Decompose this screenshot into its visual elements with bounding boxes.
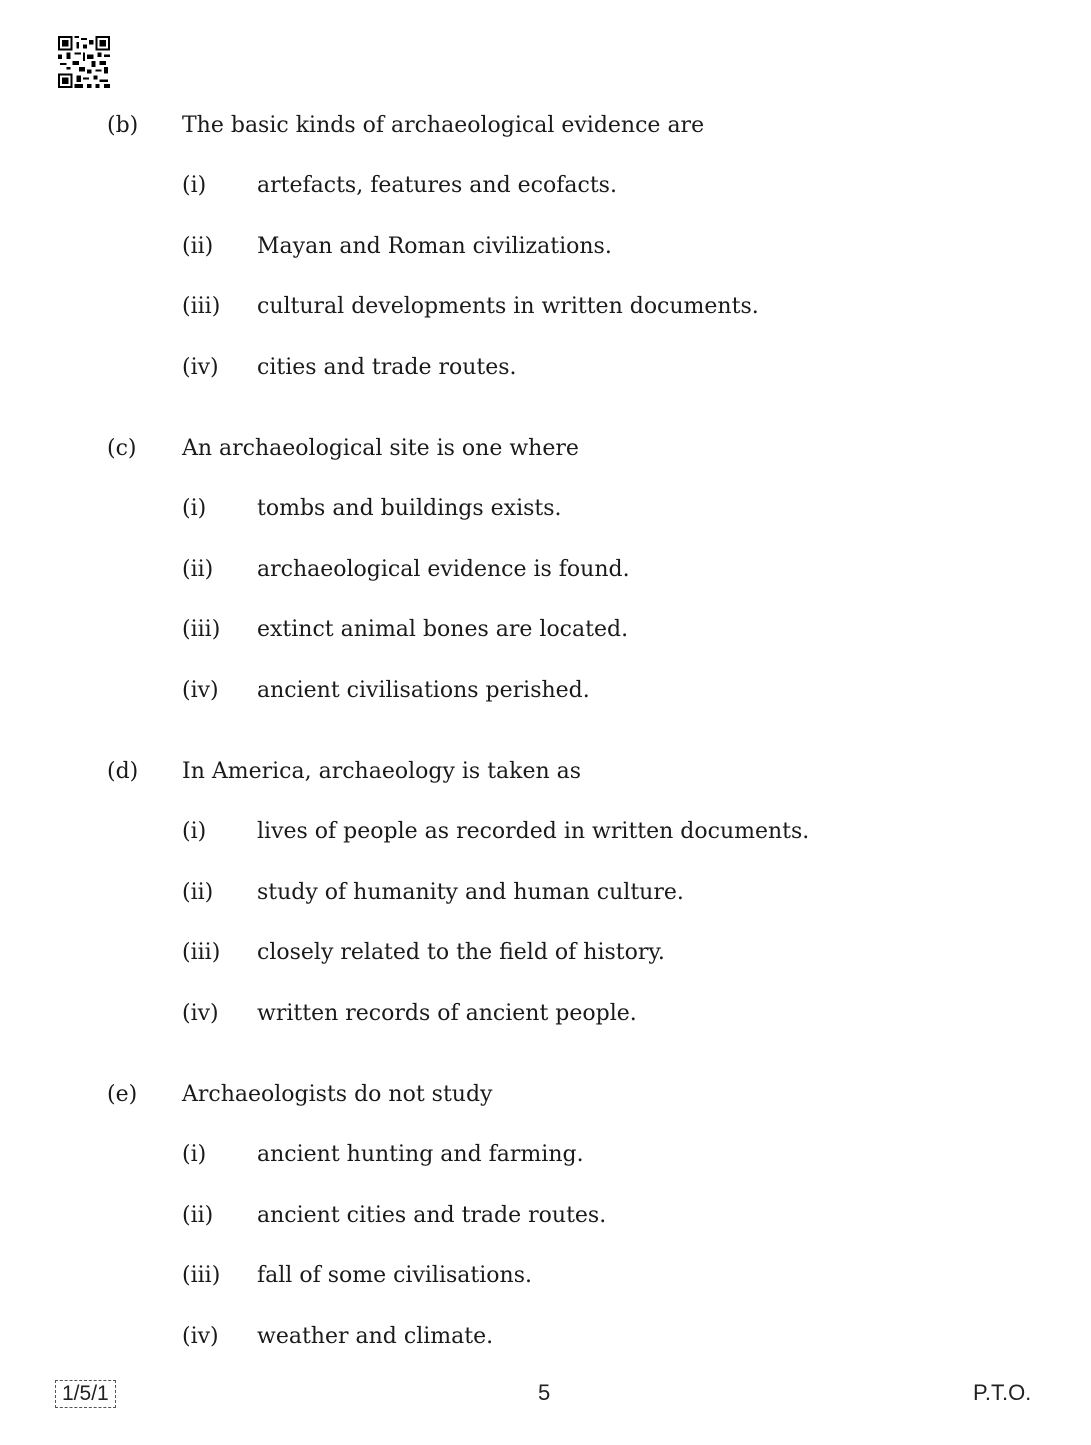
option-text: closely related to the field of history.: [257, 940, 665, 965]
option-label: (iv): [182, 354, 219, 380]
question-stem: [0, 752, 1091, 792]
option-item: [0, 671, 1091, 732]
option-label: (i): [182, 173, 207, 198]
option-text: archaeological evidence is found.: [257, 556, 630, 582]
option-text: artefacts, features and ecofacts.: [257, 173, 617, 198]
question-text: Archaeologists do not study: [182, 1082, 493, 1107]
question-e: [0, 1075, 1091, 1377]
page-number: 5: [538, 1380, 551, 1405]
qr-code-icon: [58, 36, 110, 88]
option-text: tombs and buildings exists.: [257, 496, 562, 521]
question-label: (b): [107, 113, 139, 138]
please-turn-over: P.T.O.: [973, 1380, 1032, 1405]
option-label: (ii): [182, 1202, 214, 1228]
option-label: (ii): [182, 879, 214, 905]
option-label: (ii): [182, 233, 214, 259]
option-text: ancient civilisations perished.: [257, 677, 590, 703]
option-label: (ii): [182, 556, 214, 582]
option-item: [0, 812, 1091, 873]
question-stem: [0, 1075, 1091, 1115]
question-stem: [0, 106, 1091, 146]
question-c: [0, 429, 1091, 731]
question-label: (c): [107, 436, 137, 461]
question-d: [0, 752, 1091, 1054]
option-label: (iv): [182, 1323, 219, 1349]
question-stem: [0, 429, 1091, 469]
option-item: [0, 1317, 1091, 1378]
option-text: fall of some civilisations.: [257, 1263, 532, 1288]
option-label: (iii): [182, 617, 221, 642]
option-item: [0, 550, 1091, 611]
option-item: [0, 348, 1091, 409]
option-item: [0, 610, 1091, 671]
option-item: [0, 933, 1091, 994]
option-item: [0, 166, 1091, 227]
option-text: cities and trade routes.: [257, 354, 517, 380]
option-item: [0, 1256, 1091, 1317]
option-text: study of humanity and human culture.: [257, 879, 684, 905]
paper-code: 1/5/1: [55, 1380, 116, 1408]
option-text: lives of people as recorded in written documents.: [257, 819, 810, 844]
option-text: ancient hunting and farming.: [257, 1142, 584, 1167]
question-b: [0, 106, 1091, 408]
option-item: [0, 287, 1091, 348]
option-text: Mayan and Roman civilizations.: [257, 233, 612, 259]
question-text: In America, archaeology is taken as: [182, 759, 582, 784]
option-label: (i): [182, 496, 207, 521]
option-item: [0, 994, 1091, 1055]
option-label: (iii): [182, 294, 221, 319]
option-text: written records of ancient people.: [257, 1000, 637, 1026]
option-item: [0, 489, 1091, 550]
option-text: cultural developments in written documents.: [257, 294, 759, 319]
option-item: [0, 1135, 1091, 1196]
option-label: (iv): [182, 677, 219, 703]
option-text: weather and climate.: [257, 1323, 494, 1349]
option-label: (iii): [182, 1263, 221, 1288]
question-label: (e): [107, 1082, 138, 1107]
option-label: (i): [182, 819, 207, 844]
option-label: (iii): [182, 940, 221, 965]
option-item: [0, 1196, 1091, 1257]
option-item: [0, 873, 1091, 934]
option-text: extinct animal bones are located.: [257, 617, 629, 642]
question-text: An archaeological site is one where: [182, 436, 579, 461]
option-text: ancient cities and trade routes.: [257, 1202, 607, 1228]
option-label: (iv): [182, 1000, 219, 1026]
option-item: [0, 227, 1091, 288]
option-label: (i): [182, 1142, 207, 1167]
question-label: (d): [107, 759, 139, 784]
question-text: The basic kinds of archaeological evidence are: [182, 113, 705, 138]
